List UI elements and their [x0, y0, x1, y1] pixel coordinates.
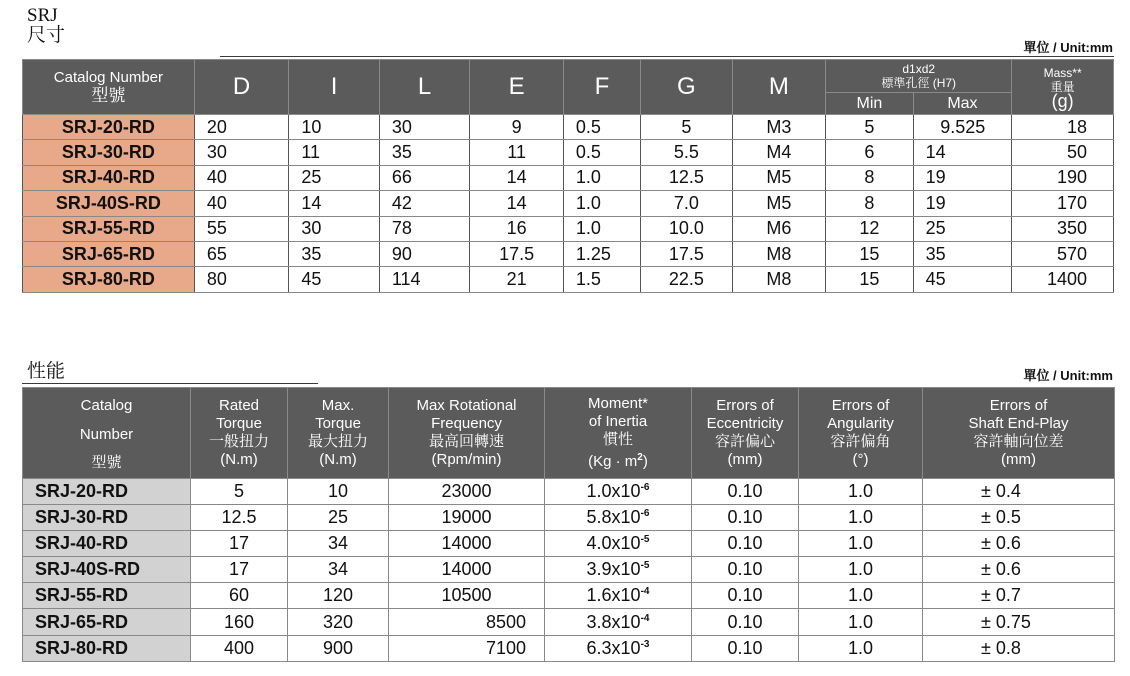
moment-base: 1.6x10: [586, 585, 641, 606]
cell-eccentricity: 0.10: [692, 583, 799, 609]
cell-F: 1.25: [563, 241, 640, 266]
cell-mass: 570: [1012, 241, 1114, 266]
cell-mass: 1400: [1012, 267, 1114, 292]
header-F: F: [563, 60, 640, 115]
cell-rated-torque: 400: [191, 635, 288, 661]
cell-max-torque: 10: [288, 479, 389, 505]
cell-G: 7.0: [641, 191, 733, 216]
cell-shaft-end-play: ± 0.5: [923, 505, 1115, 531]
header-errors-shaft-end-play: [923, 388, 1115, 479]
section1-unit-label: 單位 / Unit:mm: [1023, 40, 1113, 55]
catalog-number-cell: SRJ-65-RD: [23, 609, 191, 635]
header-rated-line1: Rated: [218, 397, 260, 414]
header-max-line3: 最大扭力: [307, 433, 368, 450]
cell-rated-torque: 160: [191, 609, 288, 635]
cell-shaft-end-play: ± 0.8: [923, 635, 1115, 661]
catalog-number-cell: SRJ-20-RD: [23, 115, 195, 140]
header-mass-en: Mass**: [1043, 66, 1082, 80]
cell-rated-torque: 60: [191, 583, 288, 609]
header-rated-torque: [191, 388, 288, 479]
cell-shaft-end-play: ± 0.6: [923, 531, 1115, 557]
section2-unit-label: 單位 / Unit:mm: [1023, 368, 1113, 383]
cell-F: 1.5: [563, 267, 640, 292]
cell-M: M5: [732, 165, 826, 190]
catalog-number-cell: SRJ-80-RD: [23, 635, 191, 661]
cell-E: 14: [470, 191, 564, 216]
cell-max-torque: 34: [288, 557, 389, 583]
header-max-line1: Max.: [321, 397, 355, 414]
table-row: [23, 609, 1115, 635]
cell-angularity: 1.0: [799, 609, 923, 635]
cell-M: M8: [732, 267, 826, 292]
header-moment-line4: [545, 449, 691, 471]
header-max-torque: [288, 388, 389, 479]
cell-mass: 18: [1012, 115, 1114, 140]
cell-eccentricity: 0.10: [692, 557, 799, 583]
cell-angularity: 1.0: [799, 583, 923, 609]
header-catalog-line1: Catalog: [80, 396, 133, 414]
section2-top-rule: [22, 383, 318, 384]
catalog-number-cell: SRJ-40-RD: [23, 531, 191, 557]
section1-title: [27, 6, 65, 46]
table-row: [23, 241, 1114, 266]
cell-max-frequency: 10500: [389, 583, 545, 609]
header-play-line3: 容許軸向位差: [973, 433, 1064, 450]
header-bore-title: d1xd2: [902, 62, 936, 76]
cell-D: 30: [194, 140, 289, 165]
cell-shaft-end-play: ± 0.6: [923, 557, 1115, 583]
section1-title-product: SRJ: [27, 5, 58, 26]
cell-E: 14: [470, 165, 564, 190]
cell-I: 14: [289, 191, 379, 216]
header-moment-of-inertia: [545, 388, 692, 479]
cell-F: 1.0: [563, 216, 640, 241]
cell-min: 12: [826, 216, 913, 241]
cell-max: 45: [913, 267, 1012, 292]
cell-rated-torque: 17: [191, 557, 288, 583]
cell-max: 25: [913, 216, 1012, 241]
cell-max: 19: [913, 165, 1012, 190]
cell-I: 11: [289, 140, 379, 165]
cell-moment-of-inertia: [545, 583, 692, 609]
cell-I: 30: [289, 216, 379, 241]
catalog-number-cell: SRJ-30-RD: [23, 140, 195, 165]
header-rated-line3: 一般扭力: [208, 433, 269, 450]
header-bore-min: Min: [826, 93, 913, 115]
cell-moment-of-inertia: [545, 609, 692, 635]
cell-D: 80: [194, 267, 289, 292]
header-ang-line4: (°): [852, 451, 869, 468]
cell-min: 15: [826, 241, 913, 266]
catalog-number-cell: SRJ-20-RD: [23, 479, 191, 505]
cell-max-frequency: 7100: [389, 635, 545, 661]
header-ang-line3: 容許偏角: [830, 433, 891, 450]
header-ecc-line4: (mm): [727, 451, 763, 468]
header-E: E: [470, 60, 564, 115]
cell-max-frequency: 14000: [389, 531, 545, 557]
cell-max-frequency: 23000: [389, 479, 545, 505]
header-mass: [1012, 60, 1114, 115]
cell-shaft-end-play: ± 0.7: [923, 583, 1115, 609]
cell-min: 15: [826, 267, 913, 292]
cell-moment-of-inertia: [545, 635, 692, 661]
cell-moment-of-inertia: [545, 531, 692, 557]
cell-max-torque: 34: [288, 531, 389, 557]
cell-eccentricity: 0.10: [692, 635, 799, 661]
header-L: L: [379, 60, 469, 115]
header-I: I: [289, 60, 379, 115]
cell-max: 9.525: [913, 115, 1012, 140]
cell-moment-of-inertia: [545, 479, 692, 505]
cell-mass: 350: [1012, 216, 1114, 241]
cell-rated-torque: 17: [191, 531, 288, 557]
cell-angularity: 1.0: [799, 479, 923, 505]
header-mass-zh: 重量: [1050, 80, 1075, 94]
catalog-number-cell: SRJ-55-RD: [23, 583, 191, 609]
cell-M: M4: [732, 140, 826, 165]
catalog-number-cell: SRJ-40S-RD: [23, 191, 195, 216]
header-errors-angularity: [799, 388, 923, 479]
cell-L: 114: [379, 267, 469, 292]
table-row: [23, 115, 1114, 140]
cell-rated-torque: 5: [191, 479, 288, 505]
header-freq-line1: Max Rotational: [416, 397, 517, 414]
header-max-line2: Torque: [315, 415, 361, 432]
header-play-line1: Errors of: [989, 397, 1048, 414]
cell-max-torque: 120: [288, 583, 389, 609]
cell-max-frequency: 19000: [389, 505, 545, 531]
cell-L: 78: [379, 216, 469, 241]
header-ang-line2: Angularity: [827, 415, 894, 432]
cell-L: 42: [379, 191, 469, 216]
cell-angularity: 1.0: [799, 531, 923, 557]
header-errors-eccentricity: [692, 388, 799, 479]
header-bore-max: Max: [913, 93, 1012, 115]
section2-title: 性能: [27, 361, 66, 382]
cell-D: 40: [194, 191, 289, 216]
cell-eccentricity: 0.10: [692, 609, 799, 635]
moment-base: 6.3x10: [586, 637, 641, 658]
cell-F: 0.5: [563, 115, 640, 140]
cell-angularity: 1.0: [799, 505, 923, 531]
header-rated-line4: (N.m): [220, 451, 258, 468]
table-row: [23, 216, 1114, 241]
header-catalog-line2: Number: [79, 425, 134, 443]
cell-E: 16: [470, 216, 564, 241]
moment-exponent: -5: [640, 534, 650, 546]
header-bore-diameter: [826, 60, 1012, 93]
header-catalog-en: Catalog Number: [53, 69, 164, 86]
cell-min: 8: [826, 191, 913, 216]
cell-F: 1.0: [563, 191, 640, 216]
cell-mass: 50: [1012, 140, 1114, 165]
cell-max-torque: 320: [288, 609, 389, 635]
cell-moment-of-inertia: [545, 505, 692, 531]
moment-base: 1.0x10: [586, 481, 641, 502]
cell-mass: 170: [1012, 191, 1114, 216]
section1-title-dimensions: 尺寸: [27, 25, 66, 46]
cell-E: 21: [470, 267, 564, 292]
cell-L: 30: [379, 115, 469, 140]
cell-shaft-end-play: ± 0.4: [923, 479, 1115, 505]
catalog-number-cell: SRJ-55-RD: [23, 216, 195, 241]
table-row: [23, 479, 1115, 505]
cell-max-frequency: 14000: [389, 557, 545, 583]
cell-shaft-end-play: ± 0.75: [923, 609, 1115, 635]
cell-G: 10.0: [641, 216, 733, 241]
cell-F: 1.0: [563, 165, 640, 190]
catalog-number-cell: SRJ-30-RD: [23, 505, 191, 531]
cell-G: 12.5: [641, 165, 733, 190]
cell-max: 35: [913, 241, 1012, 266]
cell-D: 20: [194, 115, 289, 140]
cell-eccentricity: 0.10: [692, 531, 799, 557]
header-max-line4: (N.m): [319, 451, 357, 468]
header-freq-line3: 最高回轉速: [428, 433, 504, 450]
cell-min: 8: [826, 165, 913, 190]
table-row: [23, 267, 1114, 292]
header-moment-line3: 慣性: [602, 431, 633, 448]
header-D: D: [194, 60, 289, 115]
table-row: [23, 505, 1115, 531]
cell-E: 17.5: [470, 241, 564, 266]
cell-M: M3: [732, 115, 826, 140]
table-row: [23, 140, 1114, 165]
header-rated-line2: Torque: [216, 415, 262, 432]
cell-moment-of-inertia: [545, 557, 692, 583]
header-ecc-line3: 容許偏心: [714, 433, 775, 450]
cell-D: 55: [194, 216, 289, 241]
cell-M: M5: [732, 191, 826, 216]
cell-I: 25: [289, 165, 379, 190]
moment-exponent: -3: [640, 638, 650, 650]
header-bore-subtitle: 標準孔徑 (H7): [881, 76, 957, 90]
cell-M: M8: [732, 241, 826, 266]
cell-min: 6: [826, 140, 913, 165]
cell-angularity: 1.0: [799, 557, 923, 583]
header-moment-unit-close: ): [642, 453, 648, 470]
cell-G: 17.5: [641, 241, 733, 266]
table-row: [23, 531, 1115, 557]
moment-exponent: -4: [640, 586, 650, 598]
performance-table: [22, 387, 1115, 662]
cell-max: 14: [913, 140, 1012, 165]
cell-D: 65: [194, 241, 289, 266]
header-ecc-line1: Errors of: [716, 397, 774, 414]
table-row: [23, 583, 1115, 609]
moment-base: 3.9x10: [586, 559, 641, 580]
header-freq-line2: Frequency: [431, 415, 502, 432]
catalog-number-cell: SRJ-65-RD: [23, 241, 195, 266]
header-moment-unit-exp: 2: [637, 452, 643, 463]
header-catalog-number: [23, 60, 195, 115]
moment-exponent: -5: [640, 560, 650, 572]
cell-G: 22.5: [641, 267, 733, 292]
header-play-line2: Shaft End-Play: [968, 415, 1069, 432]
header-ecc-line2: Eccentricity: [706, 415, 784, 432]
section1-top-rule: [220, 56, 1114, 57]
header-catalog: [23, 388, 191, 479]
cell-min: 5: [826, 115, 913, 140]
cell-max: 19: [913, 191, 1012, 216]
cell-L: 35: [379, 140, 469, 165]
header-moment-unit: (Kg · m: [588, 453, 638, 470]
catalog-number-cell: SRJ-40S-RD: [23, 557, 191, 583]
header-ang-line1: Errors of: [831, 397, 890, 414]
moment-base: 5.8x10: [586, 507, 641, 528]
moment-exponent: -4: [640, 612, 650, 624]
cell-I: 10: [289, 115, 379, 140]
cell-max-frequency: 8500: [389, 609, 545, 635]
header-M: M: [732, 60, 826, 115]
header-catalog-line3: 型號: [91, 453, 122, 471]
cell-eccentricity: 0.10: [692, 505, 799, 531]
table-row: [23, 635, 1115, 661]
cell-mass: 190: [1012, 165, 1114, 190]
table-row: [23, 165, 1114, 190]
catalog-number-cell: SRJ-80-RD: [23, 267, 195, 292]
header-mass-unit: (g): [1051, 91, 1074, 111]
header-moment-line1: Moment*: [587, 395, 649, 412]
cell-L: 66: [379, 165, 469, 190]
catalog-number-cell: SRJ-40-RD: [23, 165, 195, 190]
moment-exponent: -6: [640, 508, 650, 520]
cell-L: 90: [379, 241, 469, 266]
table-row: [23, 557, 1115, 583]
cell-I: 35: [289, 241, 379, 266]
header-catalog-zh: 型號: [91, 86, 126, 105]
cell-D: 40: [194, 165, 289, 190]
cell-G: 5: [641, 115, 733, 140]
cell-I: 45: [289, 267, 379, 292]
cell-max-torque: 900: [288, 635, 389, 661]
cell-rated-torque: 12.5: [191, 505, 288, 531]
moment-base: 4.0x10: [586, 533, 641, 554]
cell-F: 0.5: [563, 140, 640, 165]
header-moment-line2: of Inertia: [588, 413, 648, 430]
cell-eccentricity: 0.10: [692, 479, 799, 505]
header-max-rotational-frequency: [389, 388, 545, 479]
header-G: G: [641, 60, 733, 115]
dimensions-table: [22, 59, 1114, 293]
table-row: [23, 191, 1114, 216]
cell-E: 11: [470, 140, 564, 165]
cell-M: M6: [732, 216, 826, 241]
moment-base: 3.8x10: [586, 611, 641, 632]
moment-exponent: -6: [640, 482, 650, 494]
cell-E: 9: [470, 115, 564, 140]
header-play-line4: (mm): [1001, 451, 1036, 468]
cell-G: 5.5: [641, 140, 733, 165]
cell-angularity: 1.0: [799, 635, 923, 661]
header-freq-line4: (Rpm/min): [431, 451, 502, 468]
cell-max-torque: 25: [288, 505, 389, 531]
